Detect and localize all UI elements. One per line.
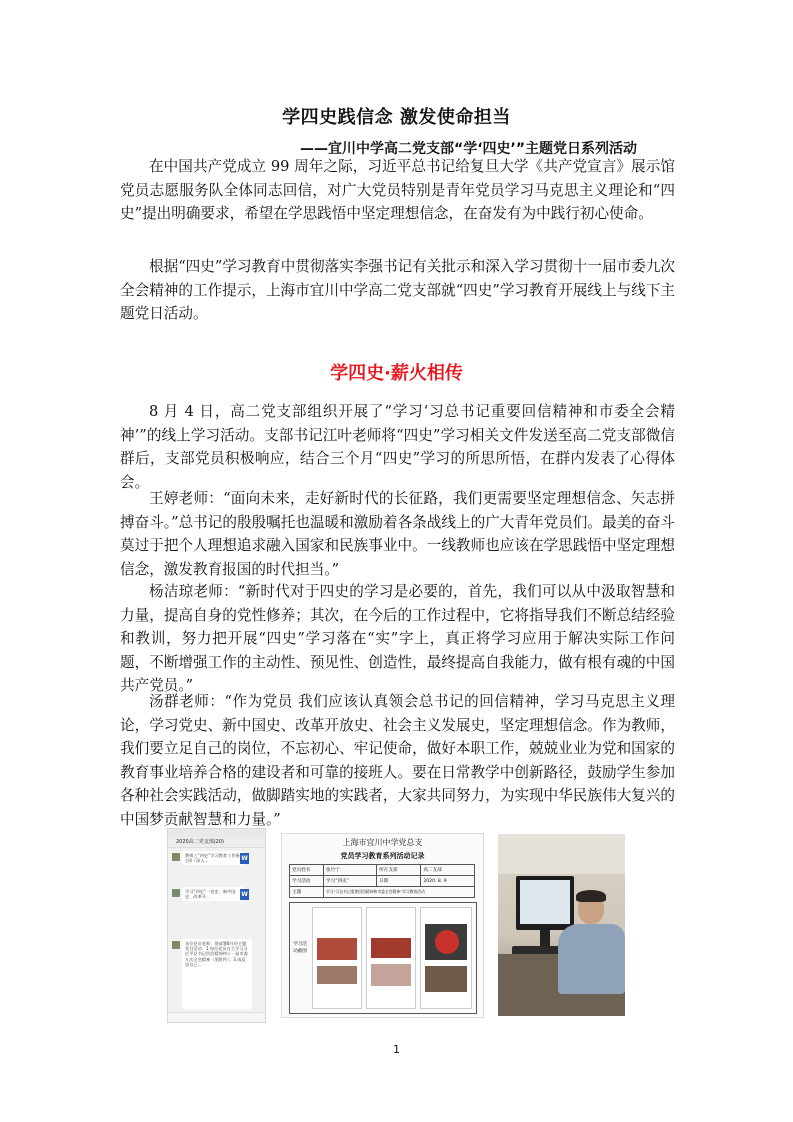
record-cell: 学习“习总书记重要回信精神和市委全会精神”学习教育活动: [324, 887, 475, 898]
record-cell: 党员姓名: [290, 865, 324, 876]
section-paragraph-4: 汤群老师：“作为党员 我们应该认真领会总书记的回信精神，学习马克思主义理论，学习党史、新中国史、改革开放史、社会主义发展史，坚定理想信念。作为教师，我们要立足自己的岗位，不忘初心、牢记使命，做好本职工作，兢兢业业为党和国家的教育事业培养合格的建设者和可靠的接班人。要在日常教学中创新路径，鼓励学生参加各种社会实践活动，做脚踏实地的实践者，大家共同努力，为实现中华民族伟大复兴的中国梦贡献智慧和力量。”: [120, 693, 675, 828]
screenshot-thumbnail: [366, 907, 416, 1009]
chat-bubble-2: 学习“四史”一党史、新中国史、改革开...: [182, 887, 244, 901]
avatar: [172, 889, 180, 897]
section-heading: 学四史·薪火相传: [330, 363, 463, 384]
person-hair: [576, 890, 606, 902]
record-cell: 所在支部: [377, 865, 421, 876]
chat-bubble-3: 各位党员老师：现部署8月份主题党日活动：1.每位党员自主学习习近平总书记回信精神和十一届市委九次全会精神（见附件）；3.再反思自己…: [182, 939, 252, 1009]
word-doc-icon: W: [241, 855, 248, 862]
monitor-stand: [540, 930, 550, 946]
record-cell: 学习“四史”: [324, 876, 377, 887]
emblem-image: [435, 930, 459, 954]
exhibit-image: [425, 966, 467, 992]
record-side-label: 学习活动截图: [293, 942, 307, 954]
record-school-name: 上海市宜川中学党总支: [342, 838, 423, 847]
study-record-photo: [281, 833, 484, 1018]
word-doc-icon: W: [241, 891, 248, 898]
teacher-at-computer-photo: [498, 834, 625, 1016]
avatar: [172, 941, 180, 949]
record-cell: 主题: [290, 887, 324, 898]
section-paragraph-3: 杨洁琼老师：“新时代对于四史的学习是必要的，首先，我们可以从中汲取智慧和力量，提高自身的党性修养；其次，在今后的工作过程中，它将指导我们不断总结经验和教训，努力把开展“四史”学习落在“实”字上，真正将学习应用于解决实际工作问题，不断增强工作的主动性、预见性、创造性，最终提高自我能力，做有根有魂的中国共产党员。”: [120, 583, 675, 695]
wall-background: [498, 834, 625, 874]
record-cell: 2020. 8. 9: [421, 876, 475, 887]
person-shirt: [558, 924, 625, 994]
exhibit-image: [371, 964, 411, 986]
monitor-screen: [520, 880, 570, 924]
record-title: 党员学习教育系列活动记录: [340, 852, 425, 860]
section-paragraph-2: 王婷老师：“面向未来，走好新时代的长征路，我们更需要坚定理想信念、矢志拼搏奋斗。”总书记的殷殷嘱托也温暖和激励着各条战线上的广大青年党员们。最美的奋斗莫过于把个人理想追求融入国家和民族事业中。一线教师也应该在学思践悟中坚定理想信念，激发教育报国的时代担当。”: [120, 490, 675, 578]
screenshot-thumbnail: [420, 907, 472, 1009]
phone-status-bar: [168, 829, 265, 837]
document-subtitle: ——宜川中学高二党支部“学‘四史’”主题党日系列活动: [300, 141, 638, 157]
document-title: 学四史践信念 激发使命担当: [282, 107, 511, 128]
chat-input-bar: [168, 1012, 265, 1022]
chat-group-name: 2020高二党支部(20): [168, 837, 265, 848]
intro-paragraph-2: 根据“四史”学习教育中贯彻落实李强书记有关批示和深入学习贯彻十一届市委九次全会精神的工作提示，上海市宜川中学高二党支部就“四史”学习教育开展线上与线下主题党日活动。: [120, 258, 675, 323]
avatar: [172, 853, 180, 861]
record-cell: 张竹宁: [324, 865, 377, 876]
record-cell: 学习活动: [290, 876, 324, 887]
page-number: 1: [393, 1043, 400, 1056]
building-image: [317, 938, 357, 960]
intro-paragraph-1: 在中国共产党成立 99 周年之际，习近平总书记给复旦大学《共产党宣言》展示馆党员志愿服务队全体同志回信，对广大党员特别是青年党员学习马克思主义理论和“四史”提出明确要求，希望在学思践悟中坚定理想信念，在奋发有为中践行初心使命。: [120, 158, 675, 223]
record-table: [289, 864, 475, 898]
chat-bubble-1: 教师之“四史”学习教育工作指引4（深入...: [182, 851, 244, 865]
record-cell: 高二支部: [421, 865, 475, 876]
section-paragraph-1: 8 月 4 日，高二党支部组织开展了“学习‘习总书记重要回信精神和市委全会精神’”的线上学习活动。支部书记江叶老师将“四史”学习相关文件发送至高二党支部微信群后，支部党员积极响应，结合三个月“四史”学习的所思所悟，在群内发表了心得体会。: [120, 403, 675, 491]
screenshot-thumbnail: [312, 907, 362, 1009]
computer-monitor: [516, 876, 574, 930]
record-cell: 日期: [377, 876, 421, 887]
exhibit-image: [317, 966, 357, 984]
wechat-screenshot-photo: [167, 828, 266, 1023]
record-screenshots-area: [289, 902, 477, 1014]
building-image: [371, 938, 411, 958]
